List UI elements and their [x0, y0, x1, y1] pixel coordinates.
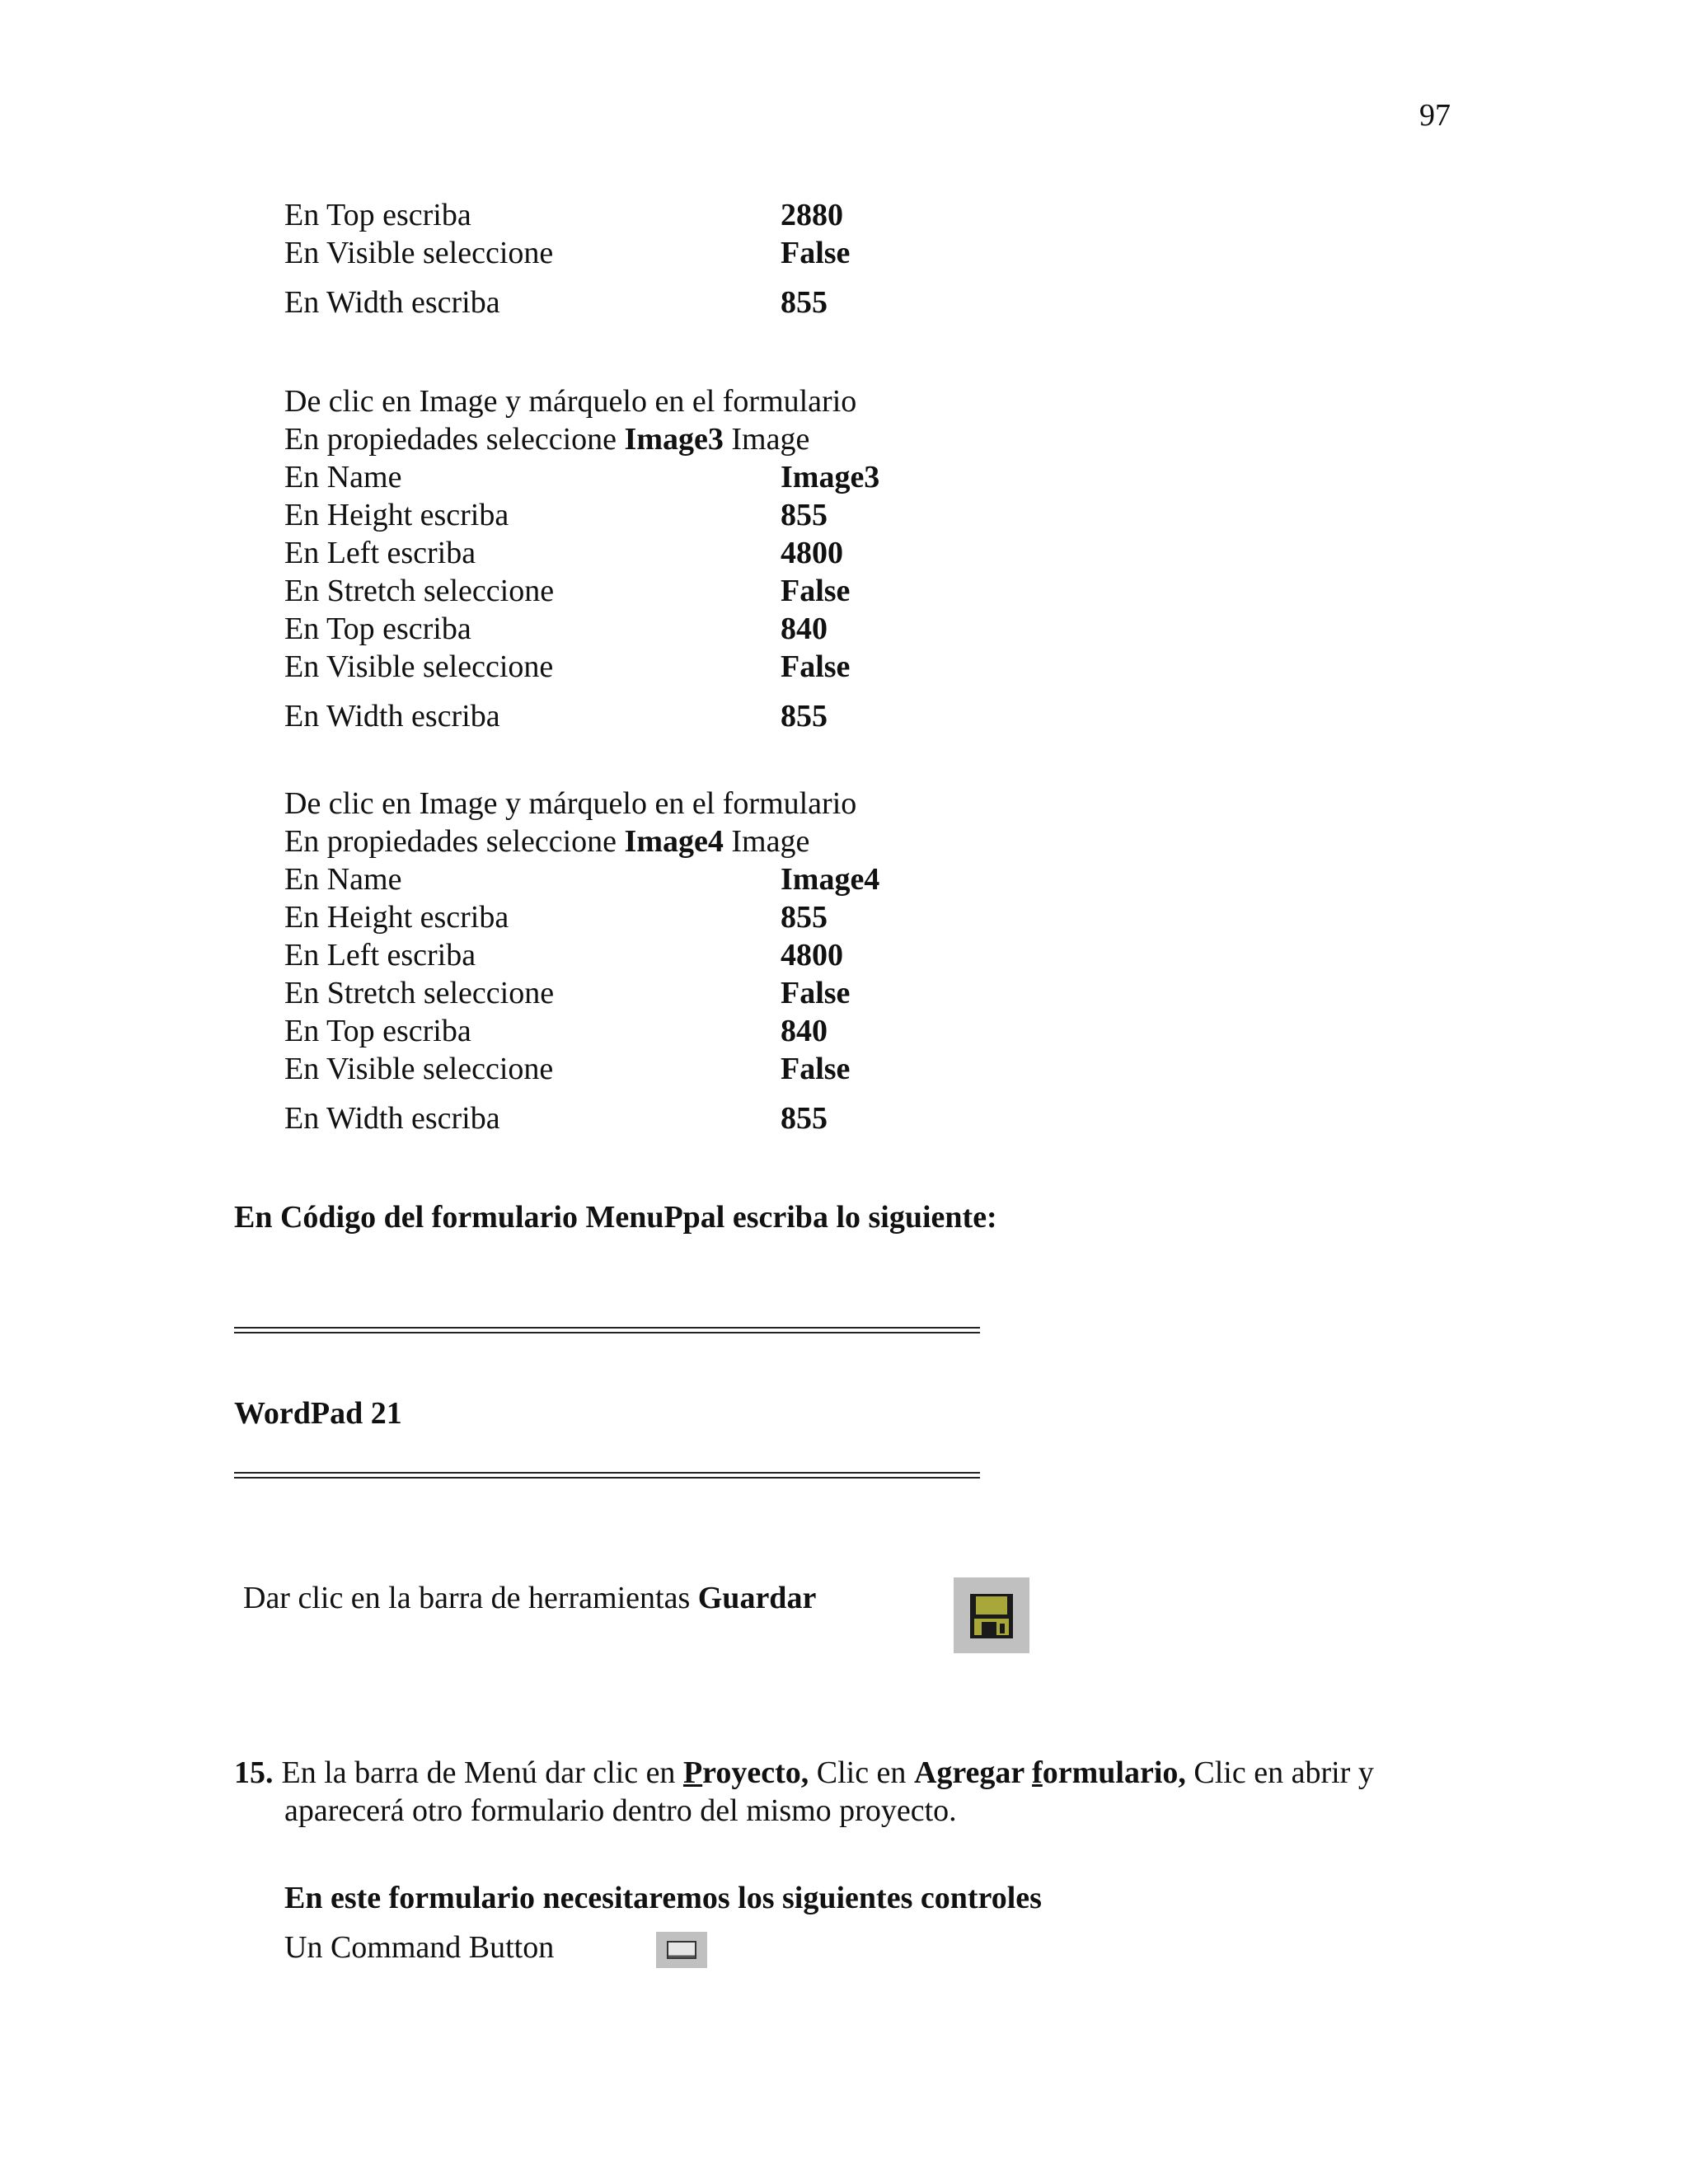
divider [234, 1472, 980, 1474]
property-label: En Stretch seleccione [284, 976, 555, 1010]
property-value: False [781, 1052, 851, 1086]
property-row [284, 648, 1026, 686]
step-text: Clic en [809, 1755, 914, 1790]
divider [234, 1332, 980, 1333]
property-row [284, 1012, 1026, 1050]
property-label: En Left escriba [284, 938, 476, 972]
property-label: En Top escriba [284, 1014, 471, 1048]
properties-prefix: En propiedades seleccione [284, 422, 625, 457]
property-row [284, 458, 1026, 496]
save-instruction [243, 1579, 816, 1617]
code-heading: En Código del formulario MenuPpal escriba lo siguiente: [234, 1200, 997, 1235]
property-value: Image4 [781, 862, 880, 897]
object-type: Image [723, 824, 810, 859]
property-label: En Top escriba [284, 198, 471, 232]
property-value: 4800 [781, 536, 843, 570]
property-label: En Visible seleccione [284, 649, 554, 684]
button-glyph-icon [656, 1932, 707, 1968]
property-label: En Stretch seleccione [284, 574, 555, 608]
object-name: Image4 [624, 824, 724, 859]
property-label: En Height escriba [284, 498, 509, 532]
property-value: False [781, 649, 851, 684]
property-row [284, 1050, 1026, 1088]
property-row [284, 936, 1026, 974]
property-value: 4800 [781, 938, 843, 972]
property-label: En Width escriba [284, 699, 500, 733]
properties-prefix: En propiedades seleccione [284, 824, 625, 859]
property-label: En Name [284, 862, 402, 897]
property-value: False [781, 574, 851, 608]
instruction-text: De clic en Image y márquelo en el formulario [284, 384, 857, 419]
property-value: 855 [781, 498, 828, 532]
property-label: En Width escriba [284, 1101, 500, 1136]
property-row [284, 974, 1026, 1012]
divider [234, 1327, 980, 1329]
property-label: En Name [284, 460, 402, 494]
property-value: 2880 [781, 198, 843, 232]
step-text: En la barra de Menú dar clic en [281, 1755, 683, 1790]
property-value: Image3 [781, 460, 880, 494]
divider [234, 1477, 980, 1479]
menu-agregar: Agregar [913, 1755, 1033, 1790]
property-value: False [781, 236, 851, 270]
controls-heading: En este formulario necesitaremos los siguientes controles [284, 1881, 1042, 1915]
command-button-icon[interactable] [656, 1932, 707, 1968]
step-15-line-2: aparecerá otro formulario dentro del mismo proyecto. [284, 1793, 957, 1828]
page-number: 97 [1419, 98, 1451, 133]
property-value: 840 [781, 1014, 828, 1048]
property-value: 840 [781, 612, 828, 646]
property-value: False [781, 976, 851, 1010]
property-value: 855 [781, 1101, 828, 1136]
property-row [284, 534, 1026, 572]
save-instruction-text: Dar clic en la barra de herramientas [243, 1581, 698, 1615]
property-label: En Height escriba [284, 900, 509, 935]
step-number: 15. [234, 1755, 274, 1790]
object-name: Image3 [624, 422, 724, 457]
property-row [284, 1099, 1026, 1137]
property-row [284, 284, 1026, 321]
step-text: Clic en abrir y [1185, 1755, 1374, 1790]
property-row [284, 196, 1026, 234]
property-row [284, 234, 1026, 272]
property-value: 855 [781, 699, 828, 733]
object-type: Image [723, 422, 810, 457]
property-value: 855 [781, 900, 828, 935]
property-label: En Top escriba [284, 612, 471, 646]
command-button-label: Un Command Button [284, 1930, 555, 1965]
property-row [284, 496, 1026, 534]
floppy-disk-save-icon[interactable] [954, 1577, 1029, 1653]
property-label: En Left escriba [284, 536, 476, 570]
wordpad-label: WordPad 21 [234, 1396, 402, 1431]
property-row [284, 898, 1026, 936]
property-row [284, 697, 1026, 735]
property-row [284, 572, 1026, 610]
menu-formulario: ormulario, [1042, 1755, 1186, 1790]
menu-proyecto: royecto, [702, 1755, 809, 1790]
instruction-text: De clic en Image y márquelo en el formulario [284, 786, 857, 821]
property-label: En Visible seleccione [284, 236, 554, 270]
property-label: En Visible seleccione [284, 1052, 554, 1086]
property-value: 855 [781, 285, 828, 320]
menu-mnemonic: f [1032, 1755, 1043, 1790]
step-15-line-1 [234, 1754, 1374, 1792]
properties-select-line [284, 420, 809, 458]
menu-mnemonic: P [682, 1755, 703, 1790]
property-label: En Width escriba [284, 285, 500, 320]
properties-select-line [284, 823, 809, 860]
save-label: Guardar [697, 1581, 817, 1615]
floppy-disk-icon [954, 1577, 1029, 1653]
property-row [284, 610, 1026, 648]
property-row [284, 860, 1026, 898]
